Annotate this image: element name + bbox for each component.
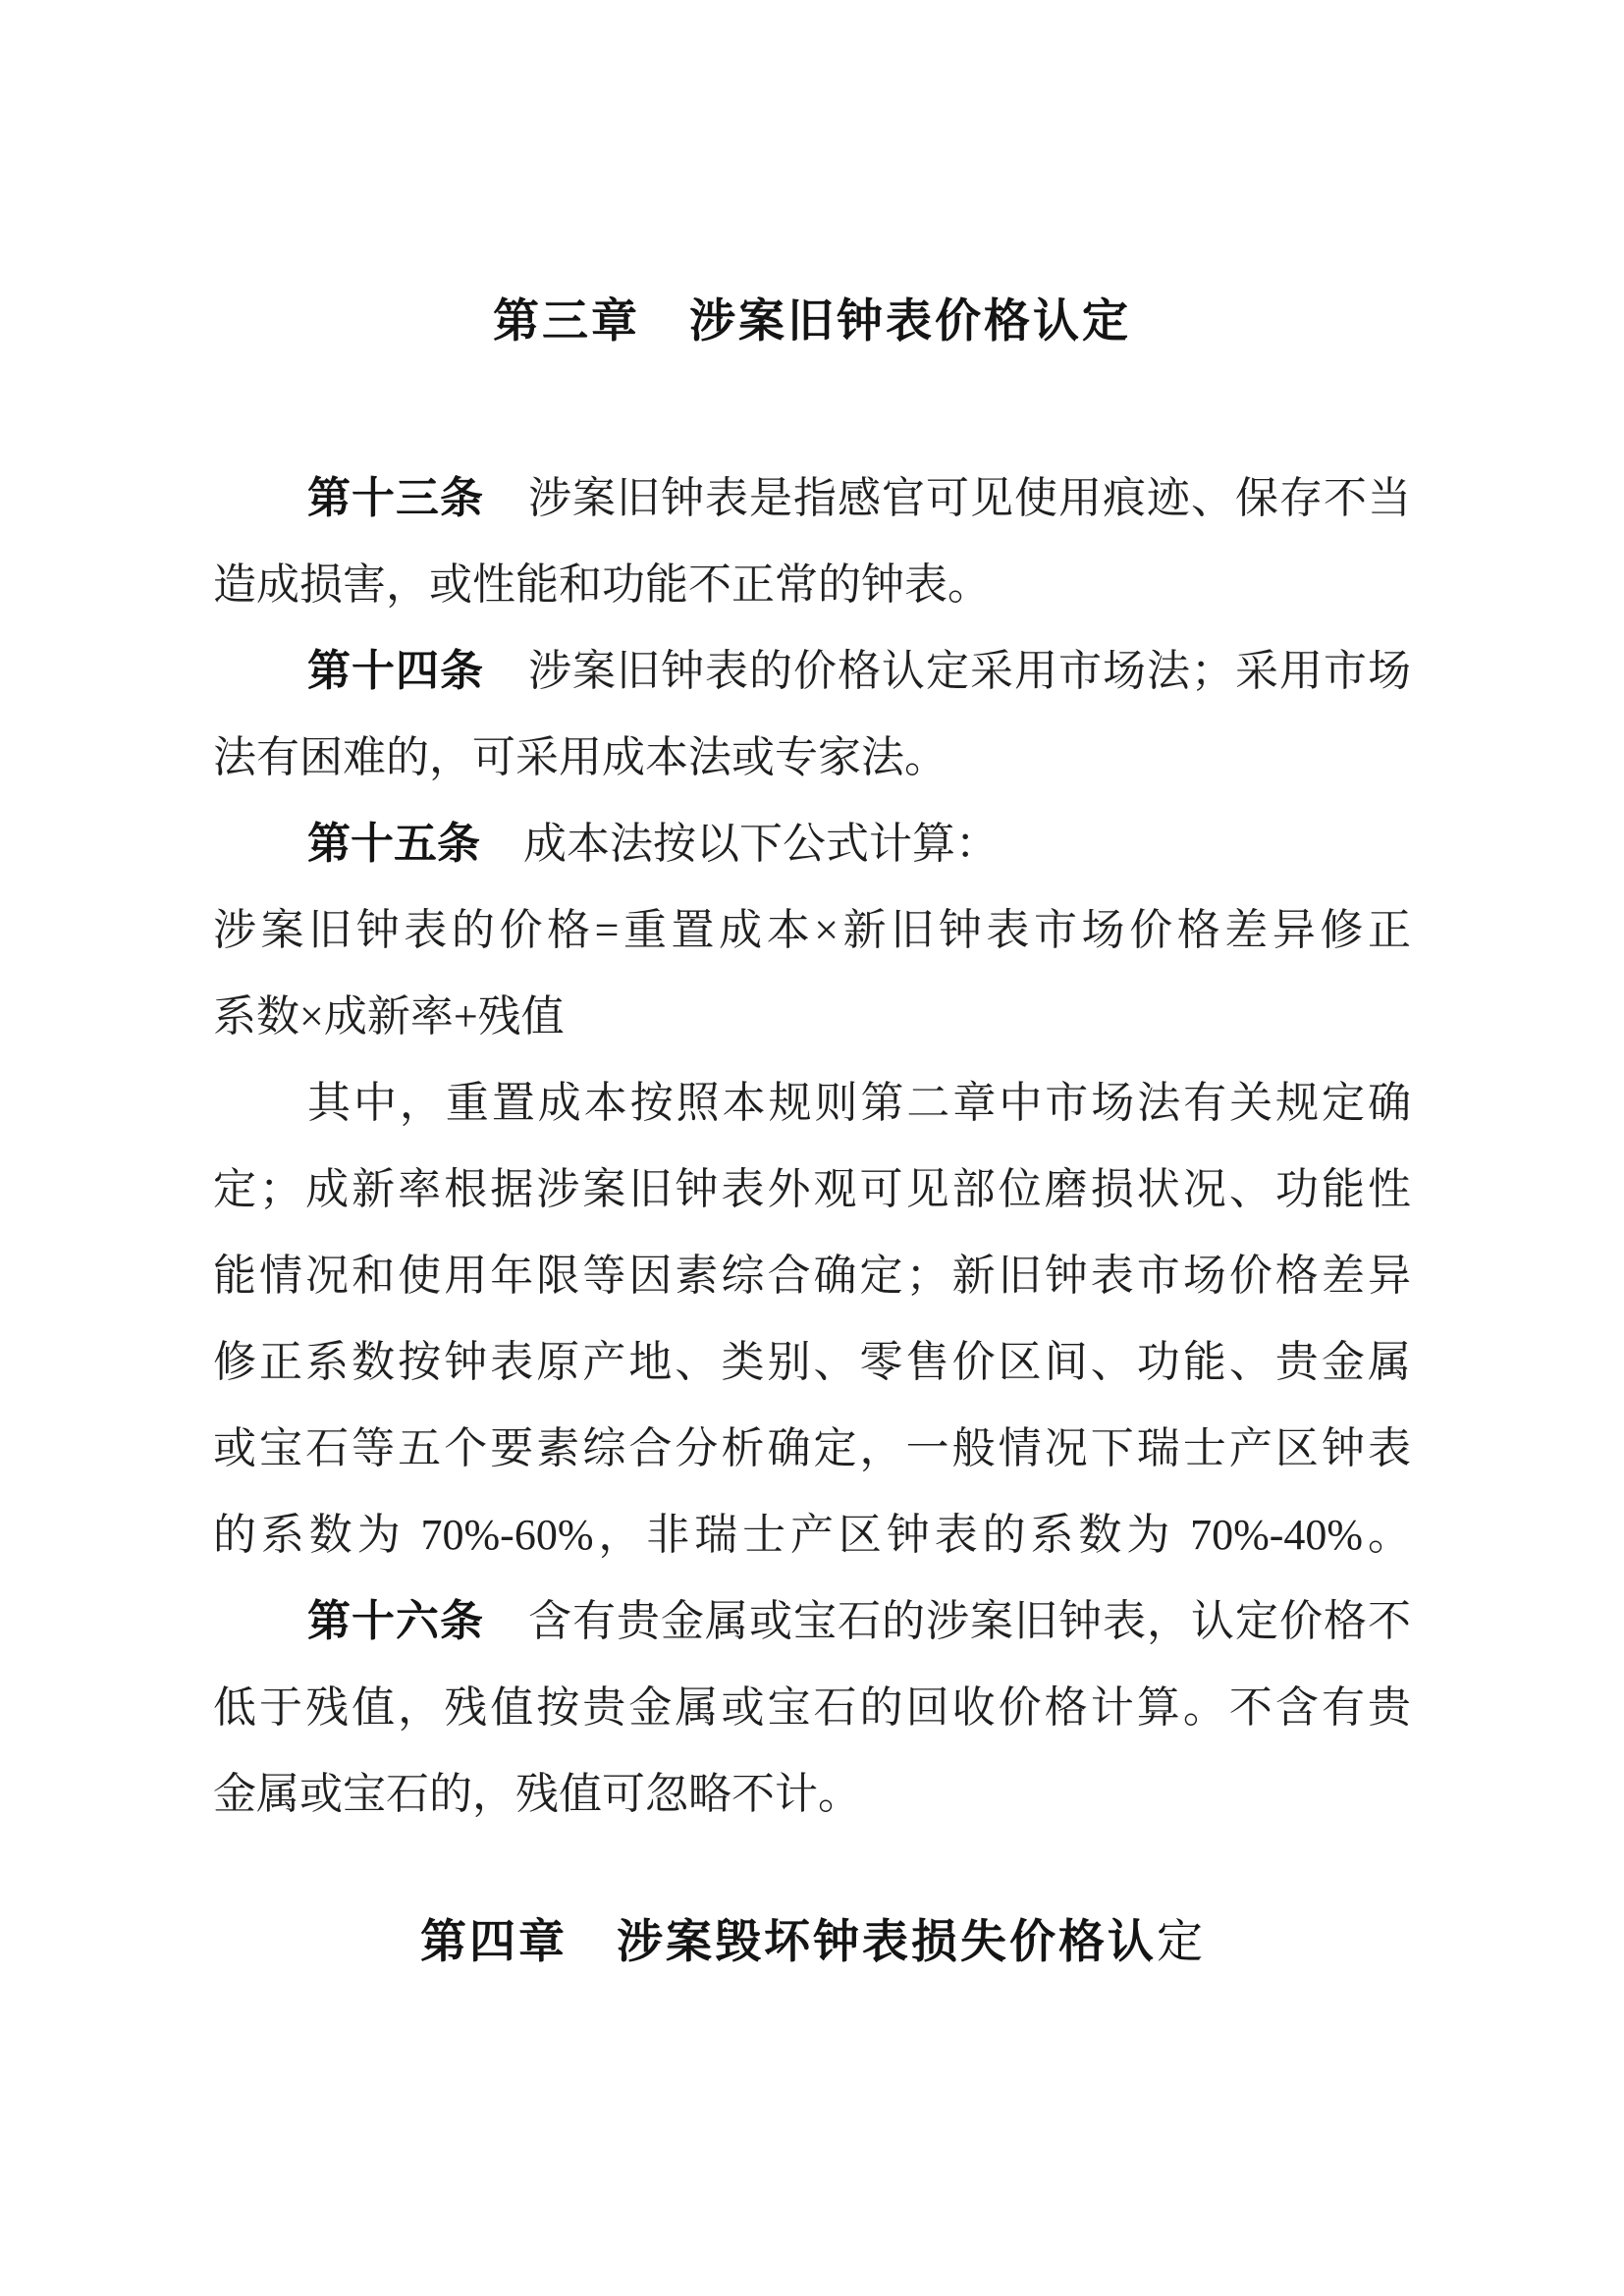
text-line bbox=[213, 542, 1411, 628]
line-text: 低于残值，残值按贵金属或宝石的回收价格计算。不含有贵 bbox=[213, 1683, 1411, 1732]
text-line bbox=[213, 1319, 1411, 1406]
line-text: 造成损害，或性能和功能不正常的钟表。 bbox=[213, 561, 991, 609]
line-text: 涉案旧钟表的价格认定采用市场法；采用市场 bbox=[484, 647, 1411, 695]
line-text: 的系数为 70%-60%，非瑞士产区钟表的系数为 70%-40%。 bbox=[213, 1511, 1411, 1559]
formula-line bbox=[213, 974, 1411, 1060]
article-15-number: 第十五条 bbox=[307, 820, 480, 868]
article-13-number: 第十三条 bbox=[307, 474, 484, 522]
article-14-number: 第十四条 bbox=[307, 647, 484, 695]
line-text: 涉案旧钟表的价格=重置成本×新旧钟表市场价格差异修正 bbox=[213, 906, 1411, 954]
text-line bbox=[213, 1406, 1411, 1492]
document-body bbox=[213, 455, 1411, 1838]
formula-line bbox=[213, 887, 1411, 974]
text-line bbox=[213, 715, 1411, 801]
text-line bbox=[213, 1147, 1411, 1233]
text-line bbox=[213, 1233, 1411, 1319]
line-text: 或宝石等五个要素综合分析确定，一般情况下瑞士产区钟表 bbox=[213, 1424, 1411, 1472]
text-line bbox=[213, 455, 1411, 542]
text-line bbox=[213, 628, 1411, 715]
line-text: 涉案旧钟表是指感官可见使用痕迹、保存不当 bbox=[484, 474, 1411, 522]
line-text: 系数×成新率+残值 bbox=[213, 992, 565, 1041]
line-text: 定；成新率根据涉案旧钟表外观可见部位磨损状况、功能性 bbox=[213, 1165, 1411, 1213]
text-line bbox=[213, 1578, 1411, 1665]
text-line bbox=[213, 801, 1411, 887]
article-16-number: 第十六条 bbox=[307, 1597, 484, 1645]
chapter-4-heading bbox=[213, 1912, 1411, 1972]
chapter-3-heading: 第三章 涉案旧钟表价格认定 bbox=[493, 294, 1131, 347]
chapter-4-title-bold: 第四章 涉案毁坏钟表损失价格认 bbox=[420, 1915, 1157, 1967]
line-text: 能情况和使用年限等因素综合确定；新旧钟表市场价格差异 bbox=[213, 1252, 1411, 1300]
chapter-4-title-tail: 定 bbox=[1157, 1917, 1204, 1968]
line-text: 其中，重置成本按照本规则第二章中市场法有关规定确 bbox=[307, 1079, 1411, 1127]
text-line bbox=[213, 1060, 1411, 1147]
line-text: 法有困难的，可采用成本法或专家法。 bbox=[213, 733, 947, 781]
line-text: 成本法按以下公式计算： bbox=[480, 820, 999, 868]
line-text: 含有贵金属或宝石的涉案旧钟表，认定价格不 bbox=[484, 1597, 1411, 1645]
text-line bbox=[213, 1665, 1411, 1751]
line-text: 修正系数按钟表原产地、类别、零售价区间、功能、贵金属 bbox=[213, 1338, 1411, 1386]
line-text: 金属或宝石的，残值可忽略不计。 bbox=[213, 1770, 861, 1818]
text-line bbox=[213, 1492, 1411, 1578]
text-line bbox=[213, 1751, 1411, 1838]
